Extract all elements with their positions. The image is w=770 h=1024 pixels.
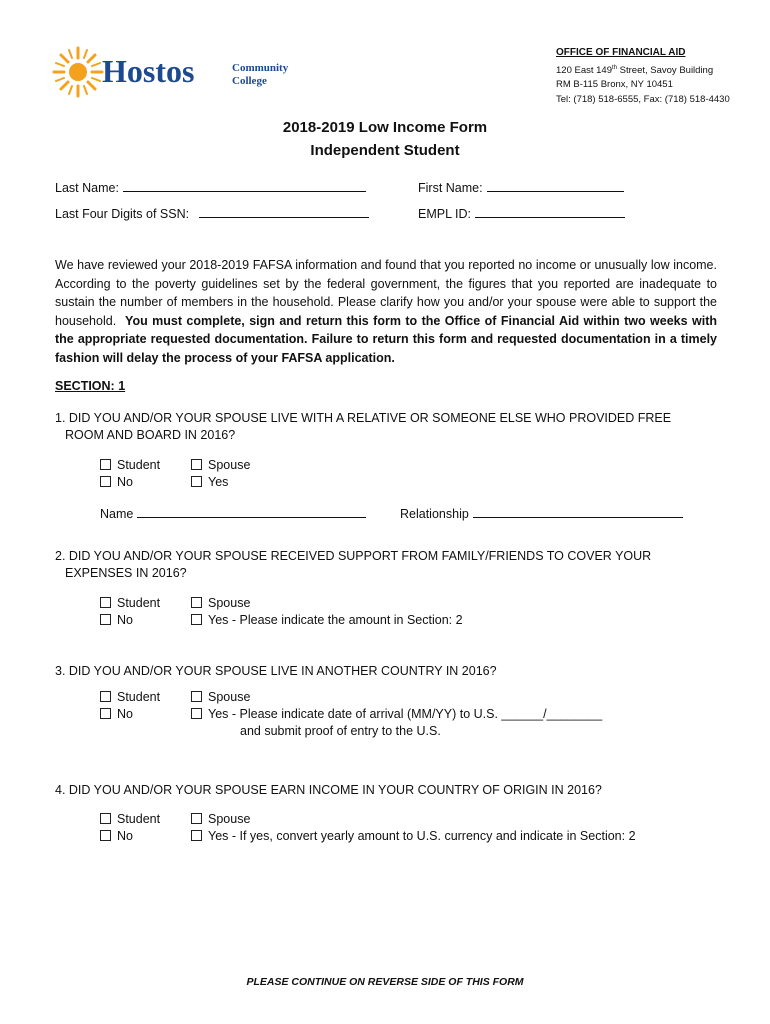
checkbox-icon[interactable]: [191, 691, 202, 702]
question-1-text-cont: ROOM AND BOARD IN 2016?: [65, 428, 236, 442]
empl-id-field[interactable]: [418, 206, 625, 221]
q1-yes-label: Yes: [208, 475, 229, 489]
checkbox-icon[interactable]: [191, 830, 202, 841]
address-line-2: RM B-115 Bronx, NY 10451: [556, 79, 673, 91]
checkbox-icon[interactable]: [191, 459, 202, 470]
last-name-line[interactable]: [123, 180, 366, 192]
q3-spouse-checkbox[interactable]: [191, 689, 602, 706]
q4-options-left: [100, 811, 160, 845]
ssn-field[interactable]: [55, 206, 369, 221]
q1-no-checkbox[interactable]: [100, 474, 160, 491]
q4-no-checkbox[interactable]: [100, 828, 160, 845]
q3-student-checkbox[interactable]: [100, 689, 160, 706]
checkbox-icon[interactable]: [100, 708, 111, 719]
q1-spouse-checkbox[interactable]: [191, 457, 250, 474]
address-street-number: 120 East 149: [556, 64, 612, 76]
q4-yes-label: Yes - If yes, convert yearly amount to U.S. currency and indicate in Section: 2: [208, 829, 636, 843]
q2-spouse-label: Spouse: [208, 596, 251, 610]
question-2-text-cont: EXPENSES IN 2016?: [65, 566, 187, 580]
q1-spouse-label: Spouse: [208, 458, 251, 472]
logo-college: College: [232, 75, 267, 87]
question-1-text: 1. DID YOU AND/OR YOUR SPOUSE LIVE WITH A RELATIVE OR SOMEONE ELSE WHO PROVIDED FREE: [55, 411, 672, 425]
checkbox-icon[interactable]: [100, 691, 111, 702]
checkbox-icon[interactable]: [100, 597, 111, 608]
section-1-label: SECTION: 1: [55, 379, 126, 393]
q2-no-label: No: [117, 613, 133, 627]
ssn-line[interactable]: [199, 206, 369, 218]
ssn-label: Last Four Digits of SSN:: [55, 207, 190, 221]
sun-icon: [54, 48, 102, 96]
checkbox-icon[interactable]: [191, 476, 202, 487]
question-2-text: 2. DID YOU AND/OR YOUR SPOUSE RECEIVED SUPPORT FROM FAMILY/FRIENDS TO COVER YOUR: [55, 549, 652, 563]
logo-wordmark: Hostos: [102, 53, 195, 89]
form-title: 2018-2019 Low Income Form: [282, 119, 488, 136]
q1-yes-checkbox[interactable]: [191, 474, 250, 491]
checkbox-icon[interactable]: [191, 614, 202, 625]
q4-options-right: [191, 811, 636, 845]
question-1: [55, 410, 695, 444]
form-subtitle: Independent Student: [310, 142, 460, 159]
q3-yes-cont: and submit proof of entry to the U.S.: [240, 724, 441, 738]
q3-options-left: [100, 689, 160, 723]
q2-options-left: [100, 595, 160, 629]
office-address-block: [556, 46, 730, 107]
q1-no-label: No: [117, 475, 133, 489]
q1-relationship-field[interactable]: [400, 506, 683, 521]
question-3-text: 3. DID YOU AND/OR YOUR SPOUSE LIVE IN ANOTHER COUNTRY IN 2016?: [55, 664, 497, 678]
q1-name-line[interactable]: [137, 506, 366, 518]
q1-relationship-label: Relationship: [400, 507, 469, 521]
q4-student-label: Student: [117, 812, 161, 826]
q2-student-label: Student: [117, 596, 161, 610]
first-name-label: First Name:: [418, 181, 483, 195]
checkbox-icon[interactable]: [100, 614, 111, 625]
checkbox-icon[interactable]: [100, 459, 111, 470]
office-title: OFFICE OF FINANCIAL AID: [556, 47, 686, 58]
checkbox-icon[interactable]: [191, 708, 202, 719]
q4-student-checkbox[interactable]: [100, 811, 160, 828]
question-4-text: 4. DID YOU AND/OR YOUR SPOUSE EARN INCOME IN YOUR COUNTRY OF ORIGIN IN 2016?: [55, 783, 602, 797]
checkbox-icon[interactable]: [100, 476, 111, 487]
q1-student-checkbox[interactable]: [100, 457, 160, 474]
q4-no-label: No: [117, 829, 133, 843]
q2-yes-checkbox[interactable]: [191, 612, 463, 629]
address-line-1: [556, 61, 730, 79]
last-name-label: Last Name:: [55, 181, 119, 195]
checkbox-icon[interactable]: [100, 830, 111, 841]
q2-student-checkbox[interactable]: [100, 595, 160, 612]
question-2: [55, 548, 695, 582]
phone-fax: Tel: (718) 518-6555, Fax: (718) 518-4430: [556, 93, 730, 105]
q2-options-right: [191, 595, 463, 629]
intro-bold-text: You must complete, sign and return this form to the Office of Financial Aid within two weeks with the appropriate requested documentation. Failure to return this form and requested documentation in a timely fashion will delay the process of your FAFSA application.: [55, 313, 717, 365]
q3-yes-checkbox[interactable]: [191, 706, 602, 723]
first-name-line[interactable]: [487, 180, 624, 192]
logo-community: Community: [232, 62, 289, 74]
q1-name-field[interactable]: [100, 506, 366, 521]
q3-options-right: [191, 689, 602, 740]
q3-no-checkbox[interactable]: [100, 706, 160, 723]
address-suffix: th: [612, 64, 618, 71]
q1-name-label: Name: [100, 507, 134, 521]
q1-student-label: Student: [117, 458, 161, 472]
q2-spouse-checkbox[interactable]: [191, 595, 463, 612]
empl-id-line[interactable]: [475, 206, 625, 218]
q1-options-left: [100, 457, 160, 491]
checkbox-icon[interactable]: [191, 597, 202, 608]
q4-yes-checkbox[interactable]: [191, 828, 636, 845]
q3-no-label: No: [117, 707, 133, 721]
q2-no-checkbox[interactable]: [100, 612, 160, 629]
empl-id-label: EMPL ID:: [418, 207, 472, 221]
q3-yes-label: Yes - Please indicate date of arrival (MM/YY) to U.S. ______/________: [208, 707, 603, 721]
question-3: [55, 663, 695, 680]
q3-spouse-label: Spouse: [208, 690, 251, 704]
q1-options-right: [191, 457, 250, 491]
q1-relationship-line[interactable]: [473, 506, 683, 518]
intro-paragraph: [55, 256, 717, 367]
q4-spouse-checkbox[interactable]: [191, 811, 636, 828]
checkbox-icon[interactable]: [100, 813, 111, 824]
q4-spouse-label: Spouse: [208, 812, 251, 826]
college-logo: [52, 44, 292, 100]
checkbox-icon[interactable]: [191, 813, 202, 824]
intro-text: We have reviewed your 2018-2019 FAFSA information and found that you reported no income or unusually low income. According to the poverty guidelines set by the federal government, the figures that you reported are inadequate to sustain the number of members in the household. Please clarify how you and/or your spouse were able to support the household.: [55, 258, 717, 328]
question-4: [55, 782, 695, 799]
last-name-field[interactable]: [55, 180, 366, 195]
address-street: Street, Savoy Building: [617, 64, 714, 76]
first-name-field[interactable]: [418, 180, 624, 195]
q3-student-label: Student: [117, 690, 161, 704]
footer-note: PLEASE CONTINUE ON REVERSE SIDE OF THIS FORM: [246, 976, 524, 988]
q2-yes-label: Yes - Please indicate the amount in Section: 2: [208, 613, 463, 627]
